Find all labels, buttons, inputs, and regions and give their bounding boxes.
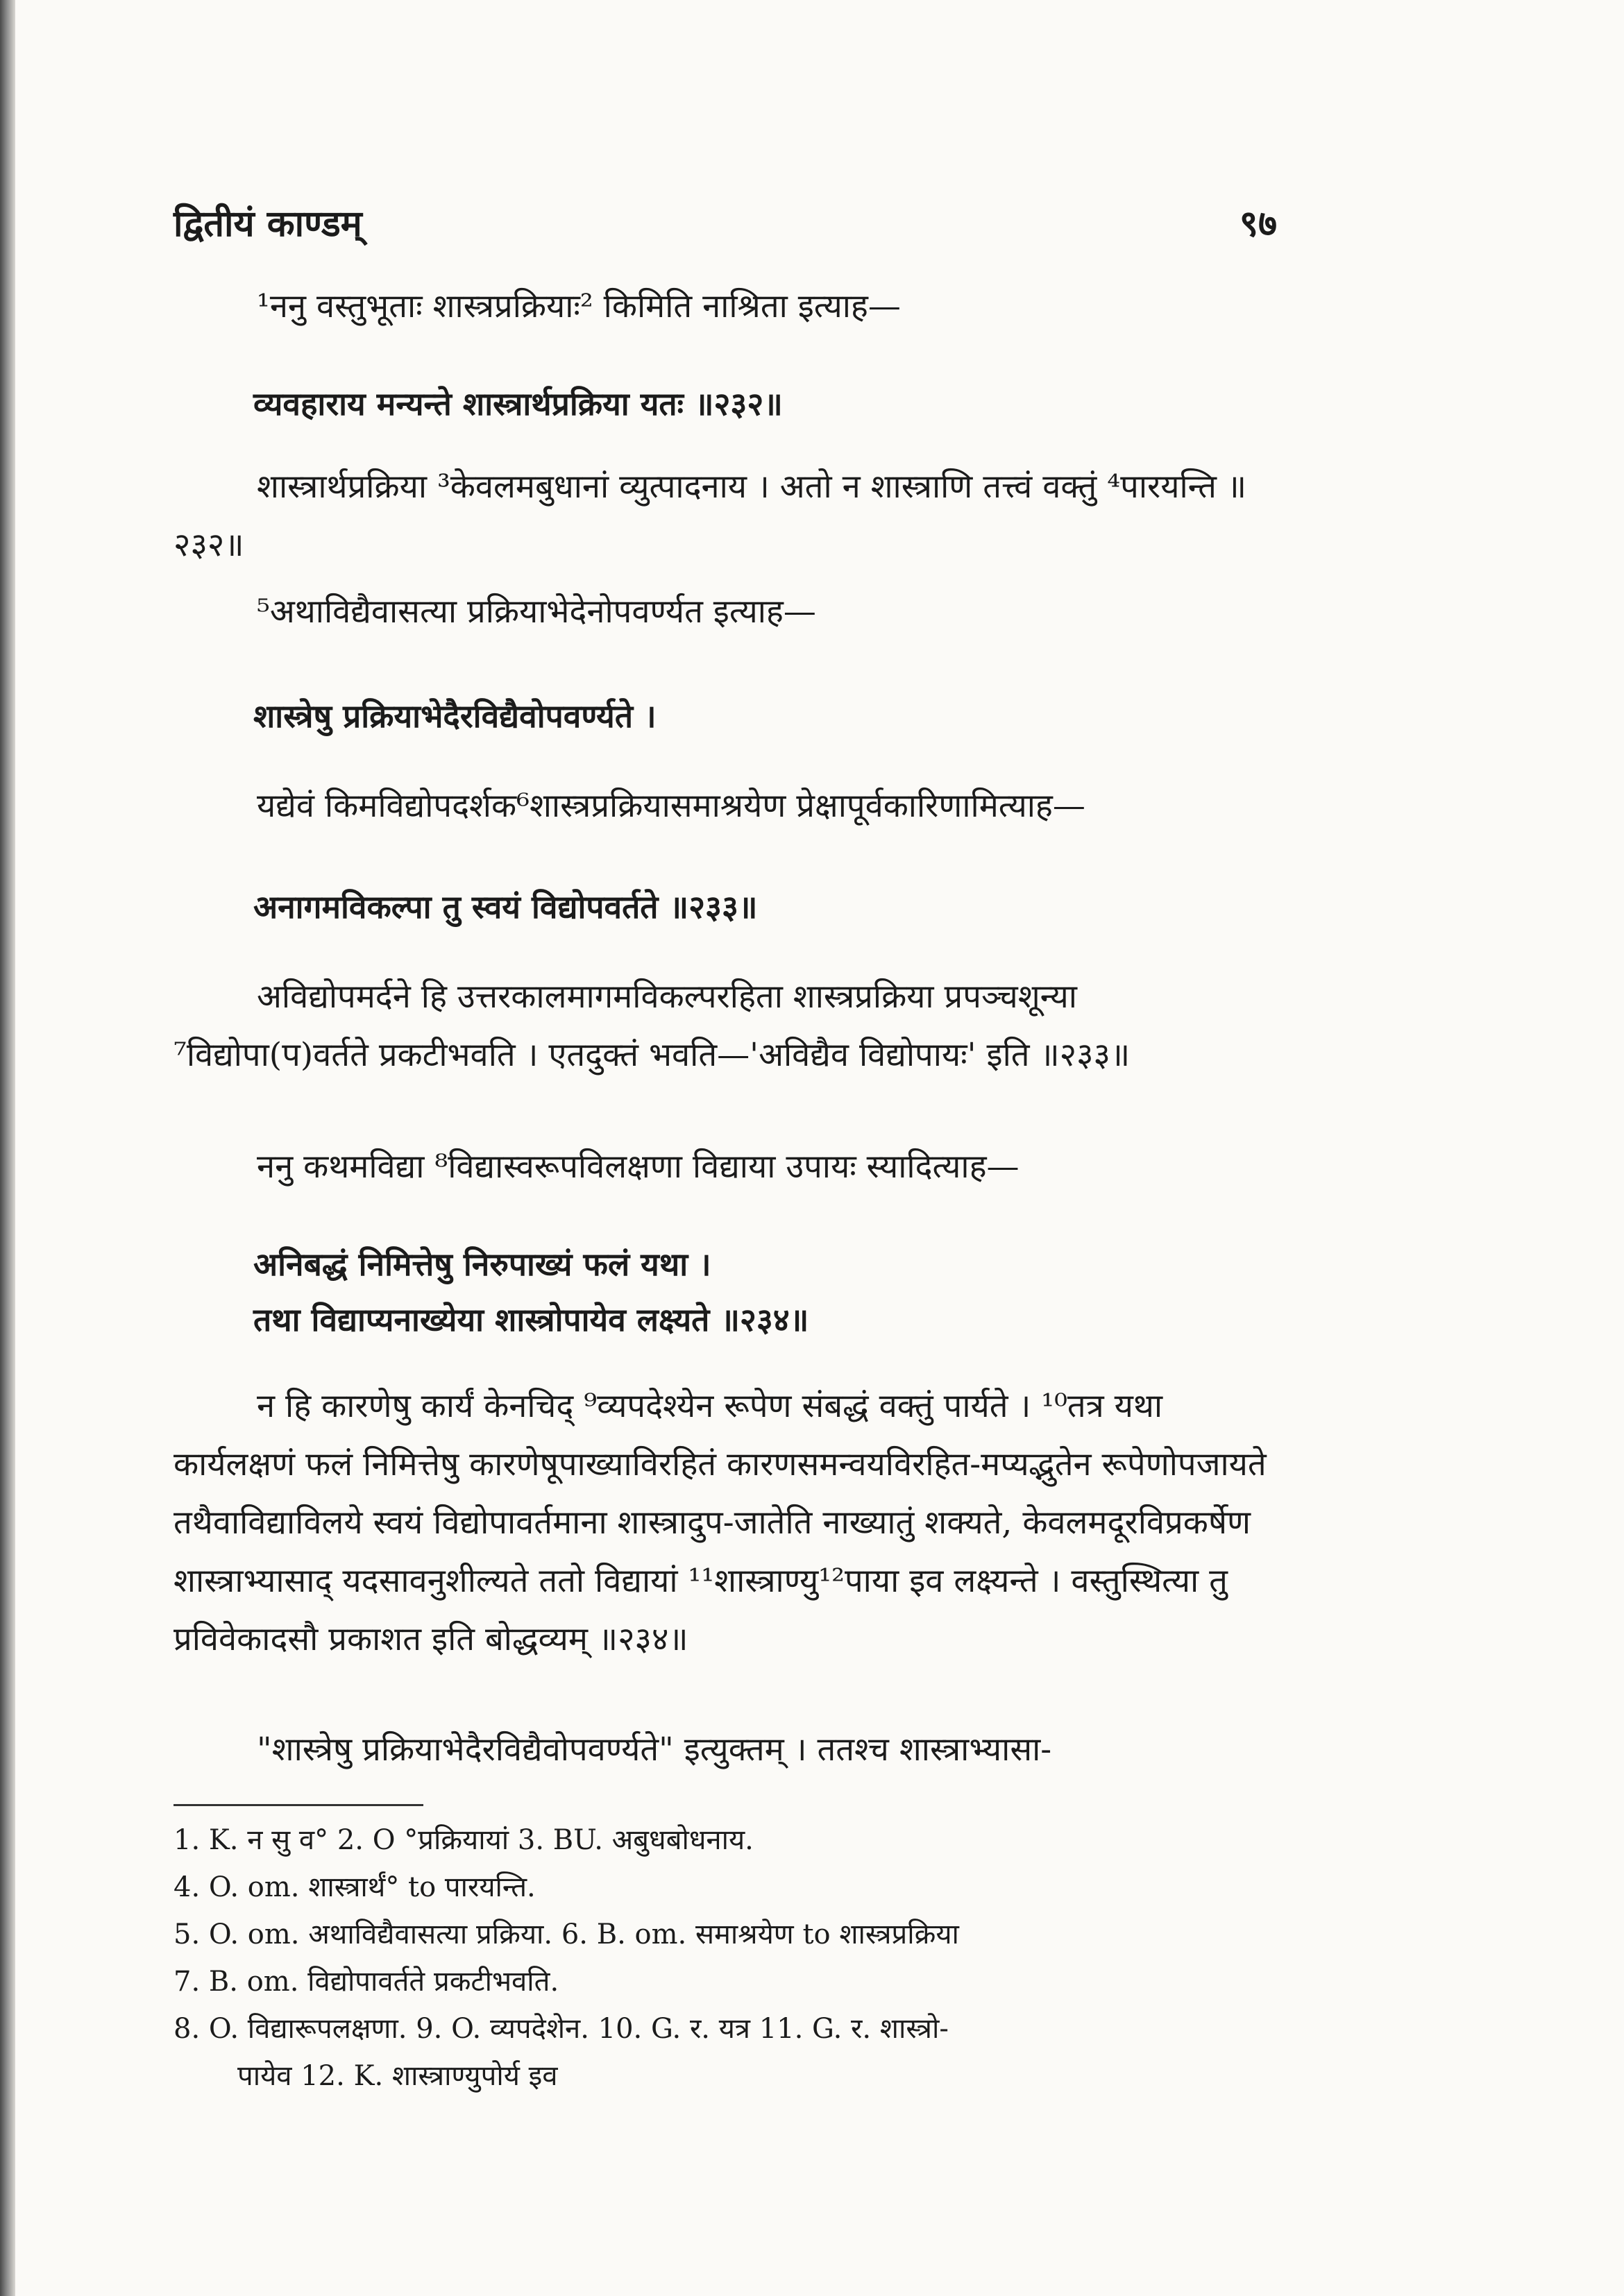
footnote-line: 7. B. om. विद्योपावर्तते प्रकटीभवति. xyxy=(174,1966,559,1998)
commentary-paragraph: ननु कथमविद्या ⁸विद्यास्वरूपविलक्षणा विद्याया उपायः स्यादित्याह— xyxy=(257,1148,1020,1186)
verse-half: शास्त्रेषु प्रक्रियाभेदैरविद्यैवोपवर्ण्यते । xyxy=(253,697,657,735)
scan-binding-edge xyxy=(0,0,15,2296)
footnote-line: पायेव 12. K. शास्त्राण्युपोर्य इव xyxy=(237,2060,558,2092)
footnote-divider xyxy=(174,1804,423,1806)
commentary-paragraph: अविद्योपमर्दने हि उत्तरकालमागमविकल्परहिता शास्त्रप्रक्रिया प्रपञ्चशून्या ⁷विद्योपा(प)वर्तते प्रकटीभवति । एतदुक्तं भवति—'अविद्यैव विद्योपायः' इति ॥२३३॥ xyxy=(174,978,1131,1074)
running-header xyxy=(174,198,1277,247)
footnote-line: 1. K. न सु व° 2. O °प्रक्रियायां 3. BU. अबुधबोधनाय. xyxy=(174,1824,754,1856)
verse-234-line-2: तथा विद्याप्यनाख्येया शास्त्रोपायेव लक्ष्यते ॥२३४॥ xyxy=(253,1301,809,1338)
chapter-title: द्वितीयं काण्डम् xyxy=(174,203,362,245)
commentary-paragraph: यद्येवं किमविद्योपदर्शक⁶शास्त्रप्रक्रियासमाश्रयेण प्रेक्षापूर्वकारिणामित्याह— xyxy=(257,787,1085,825)
commentary-paragraph: ¹ननु वस्तुभूताः शास्त्रप्रक्रियाः² किमिति नाश्रिता इत्याह— xyxy=(257,287,901,325)
verse-234-line-1: अनिबद्धं निमित्तेषु निरुपाख्यं फलं यथा । xyxy=(253,1245,711,1283)
commentary-paragraph: शास्त्रार्थप्रक्रिया ³केवलमबुधानां व्युत्पादनाय । अतो न शास्त्राणि तत्त्वं वक्तुं ⁴पारयन्ति ॥२३२॥ xyxy=(174,468,1247,564)
commentary-paragraph: ⁵अथाविद्यैवासत्या प्रक्रियाभेदेनोपवर्ण्यत इत्याह— xyxy=(257,593,816,631)
verse-232: व्यवहाराय मन्यन्ते शास्त्रार्थप्रक्रिया यतः ॥२३२॥ xyxy=(253,385,783,423)
footnote-line: 8. O. विद्यारूपलक्षणा. 9. O. व्यपदेशेन. 10. G. र. यत्र 11. G. र. शास्त्रो- xyxy=(174,2013,949,2045)
footnote-line: 4. O. om. शास्त्रार्थं° to पारयन्ति. xyxy=(174,1871,536,1903)
verse-233: अनागमविकल्पा तु स्वयं विद्योपवर्तते ॥२३३॥ xyxy=(253,888,758,926)
footnotes xyxy=(174,1817,1277,2100)
page-number: ९७ xyxy=(1239,203,1277,245)
commentary-paragraph: न हि कारणेषु कार्यं केनचिद् ⁹व्यपदेश्येन रूपेण संबद्धं वक्तुं पार्यते । ¹⁰तत्र यथा कार्यलक्षणं फलं निमित्तेषु कारणेषूपाख्याविरहितं कारणसमन्वयविरहित-मप्यद्भुतेन रूपेणोपजायते तथैवाविद्याविलये स्वयं विद्योपावर्तमाना शास्त्रादुप-जातेति नाख्यातुं शक्यते, केवलमदूरविप्रकर्षेण शास्त्राभ्यासाद् यदसावनुशील्यते ततो विद्यायां ¹¹शास्त्राण्यु¹²पाया इव लक्ष्यन्ते । वस्तुस्थित्या तु प्रविवेकादसौ प्रकाशत इति बोद्धव्यम् ॥२३४॥ xyxy=(174,1387,1267,1658)
commentary-paragraph: "शास्त्रेषु प्रक्रियाभेदैरविद्यैवोपवर्ण्यते" इत्युक्तम् । ततश्च शास्त्राभ्यासा- xyxy=(257,1730,1052,1769)
footnote-line: 5. O. om. अथाविद्यैवासत्या प्रक्रिया. 6. B. om. समाश्रयेण to शास्त्रप्रक्रिया xyxy=(174,1919,959,1950)
